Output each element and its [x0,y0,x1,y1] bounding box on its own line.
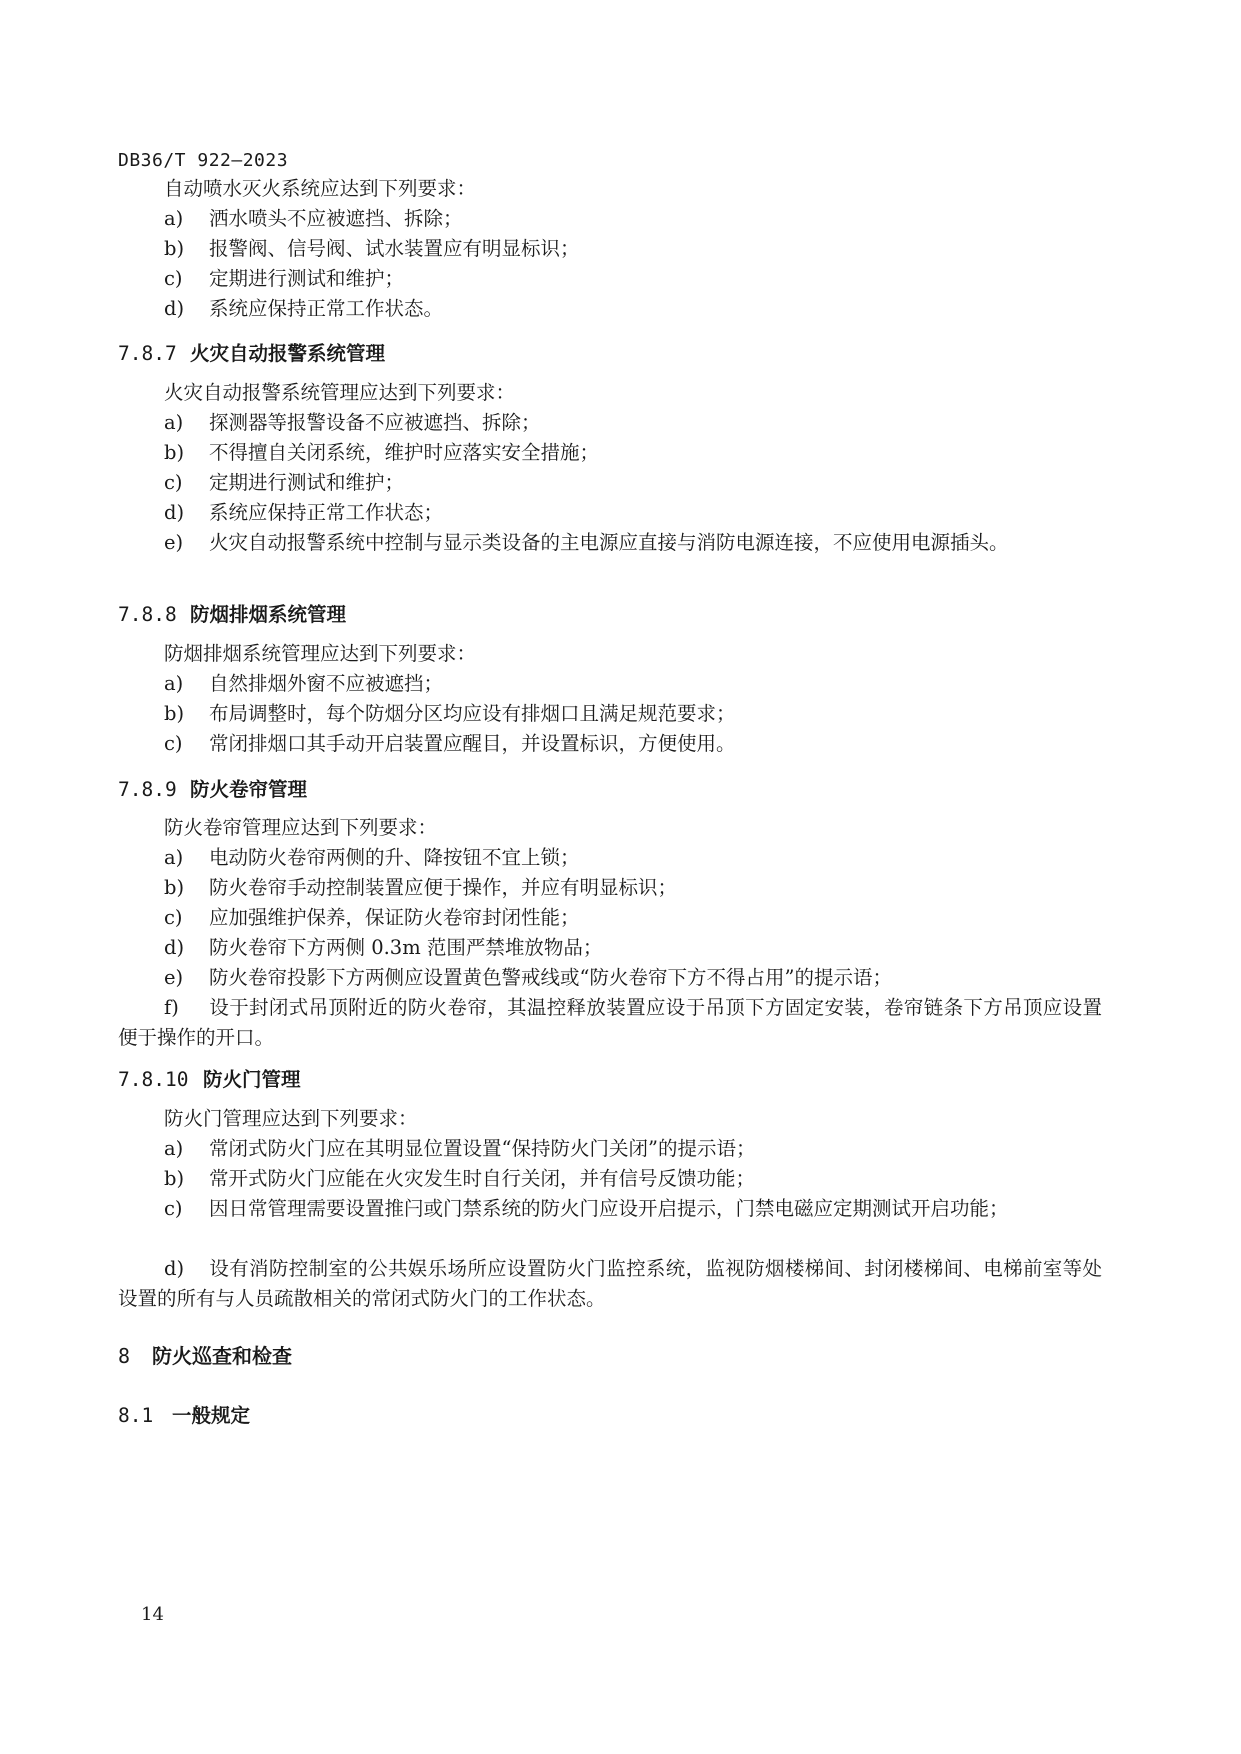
list-item [164,468,404,498]
list-marker: e) [164,966,184,989]
list-text: 定期进行测试和维护； [209,471,405,494]
section-heading-7-8-10 [118,1065,301,1095]
list-marker: c) [164,732,183,755]
chapter-heading-8 [118,1341,292,1371]
list-text: 自然排烟外窗不应被遮挡； [209,672,444,695]
list-text: 应加强维护保养，保证防火卷帘封闭性能； [209,906,580,929]
list-marker: c) [164,906,183,929]
list-item [164,843,580,873]
list-item [164,903,580,933]
list-item [164,699,736,729]
list-item [164,669,443,699]
list-item [118,993,1102,1053]
list-text: 常开式防火门应能在火灾发生时自行关闭，并有信号反馈功能； [209,1167,756,1190]
list-marker: b) [164,237,185,260]
section-number: 7.8.8 [118,603,177,626]
list-marker: a) [164,411,184,434]
list-text: 火灾自动报警系统中控制与显示类设备的主电源应直接与消防电源连接，不应使用电源插头。 [209,531,1009,554]
list-item [164,438,599,468]
list-marker: c) [164,267,183,290]
list-text: 电动防火卷帘两侧的升、降按钮不宜上锁； [209,846,580,869]
list-text: 因日常管理需要设置推闩或门禁系统的防火门应设开启提示，门禁电磁应定期测试开启功能； [209,1197,1009,1220]
list-item [164,873,677,903]
list-item [164,294,443,324]
list-marker: d) [164,501,185,524]
list-marker: d) [164,297,185,320]
list-item [164,963,892,993]
section-heading-8-1 [118,1401,250,1431]
list-text: 系统应保持正常工作状态； [209,501,444,524]
page-number: 14 [141,1604,164,1625]
list-item [118,1254,1102,1314]
list-text: 探测器等报警设备不应被遮挡、拆除； [209,411,541,434]
list-item [118,528,1102,558]
section-number: 7.8.7 [118,342,177,365]
list-text: 报警阀、信号阀、试水装置应有明显标识； [209,237,580,260]
section-title: 防火巡查和检查 [152,1344,292,1368]
section-number: 7.8.9 [118,778,177,801]
list-text: 设有消防控制室的公共娱乐场所应设置防火门监控系统，监视防烟楼梯间、封闭楼梯间、电梯前室等处设置的所有与人员疏散相关的常闭式防火门的工作状态。 [118,1257,1102,1310]
list-text: 防火卷帘投影下方两侧应设置黄色警戒线或“防火卷帘下方不得占用”的提示语； [209,966,892,989]
section-intro: 防火卷帘管理应达到下列要求： [164,816,438,839]
section-title: 防烟排烟系统管理 [190,603,347,626]
list-item [164,204,463,234]
section-number: 8.1 [118,1404,154,1427]
list-marker: a) [164,1137,184,1160]
section-number: 7.8.10 [118,1068,189,1091]
section-intro: 火灾自动报警系统管理应达到下列要求： [164,381,516,404]
section-heading-7-8-9 [118,775,307,805]
list-text: 防火卷帘手动控制装置应便于操作，并应有明显标识； [209,876,678,899]
list-text: 洒水喷头不应被遮挡、拆除； [209,207,463,230]
list-text: 系统应保持正常工作状态。 [209,297,444,320]
list-item [164,729,736,759]
list-marker: a) [164,672,184,695]
list-text: 布局调整时，每个防烟分区均应设有排烟口且满足规范要求； [209,702,736,725]
section-title: 火灾自动报警系统管理 [190,342,386,365]
list-marker: b) [164,702,185,725]
list-marker: e) [164,531,184,554]
list-text: 常闭式防火门应在其明显位置设置“保持防火门关闭”的提示语； [209,1137,756,1160]
list-item [164,264,404,294]
list-marker: a) [164,846,184,869]
list-marker: f) [164,996,179,1019]
list-marker: d) [164,1257,185,1280]
list-item [164,1164,755,1194]
list-text: 定期进行测试和维护； [209,267,405,290]
list-item [164,498,443,528]
list-marker: b) [164,876,185,899]
list-marker: d) [164,936,185,959]
list-marker: b) [164,1167,185,1190]
section-heading-7-8-7 [118,339,385,369]
list-item [118,1194,1102,1224]
list-marker: c) [164,471,183,494]
list-marker: b) [164,441,185,464]
section-title: 防火门管理 [203,1068,301,1091]
list-text: 不得擅自关闭系统，维护时应落实安全措施； [209,441,600,464]
list-item [164,1134,755,1164]
section-title: 一般规定 [172,1404,251,1427]
list-item [164,408,541,438]
section-intro: 防火门管理应达到下列要求： [164,1107,418,1130]
list-marker: c) [164,1197,183,1220]
list-text: 防火卷帘下方两侧 0.3m 范围严禁堆放物品； [209,936,603,959]
sprinkler-intro: 自动喷水灭火系统应达到下列要求： [164,177,477,200]
list-text: 常闭排烟口其手动开启装置应醒目，并设置标识，方便使用。 [209,732,736,755]
standard-code: DB36/T 922—2023 [118,150,289,171]
list-marker: a) [164,207,184,230]
list-item [164,933,602,963]
list-text: 设于封闭式吊顶附近的防火卷帘，其温控释放装置应设于吊顶下方固定安装，卷帘链条下方吊顶应设置便于操作的开口。 [118,996,1102,1049]
section-intro: 防烟排烟系统管理应达到下列要求： [164,642,477,665]
section-heading-7-8-8 [118,600,346,630]
section-title: 防火卷帘管理 [190,778,308,801]
section-number: 8 [118,1344,131,1368]
list-item [164,234,580,264]
